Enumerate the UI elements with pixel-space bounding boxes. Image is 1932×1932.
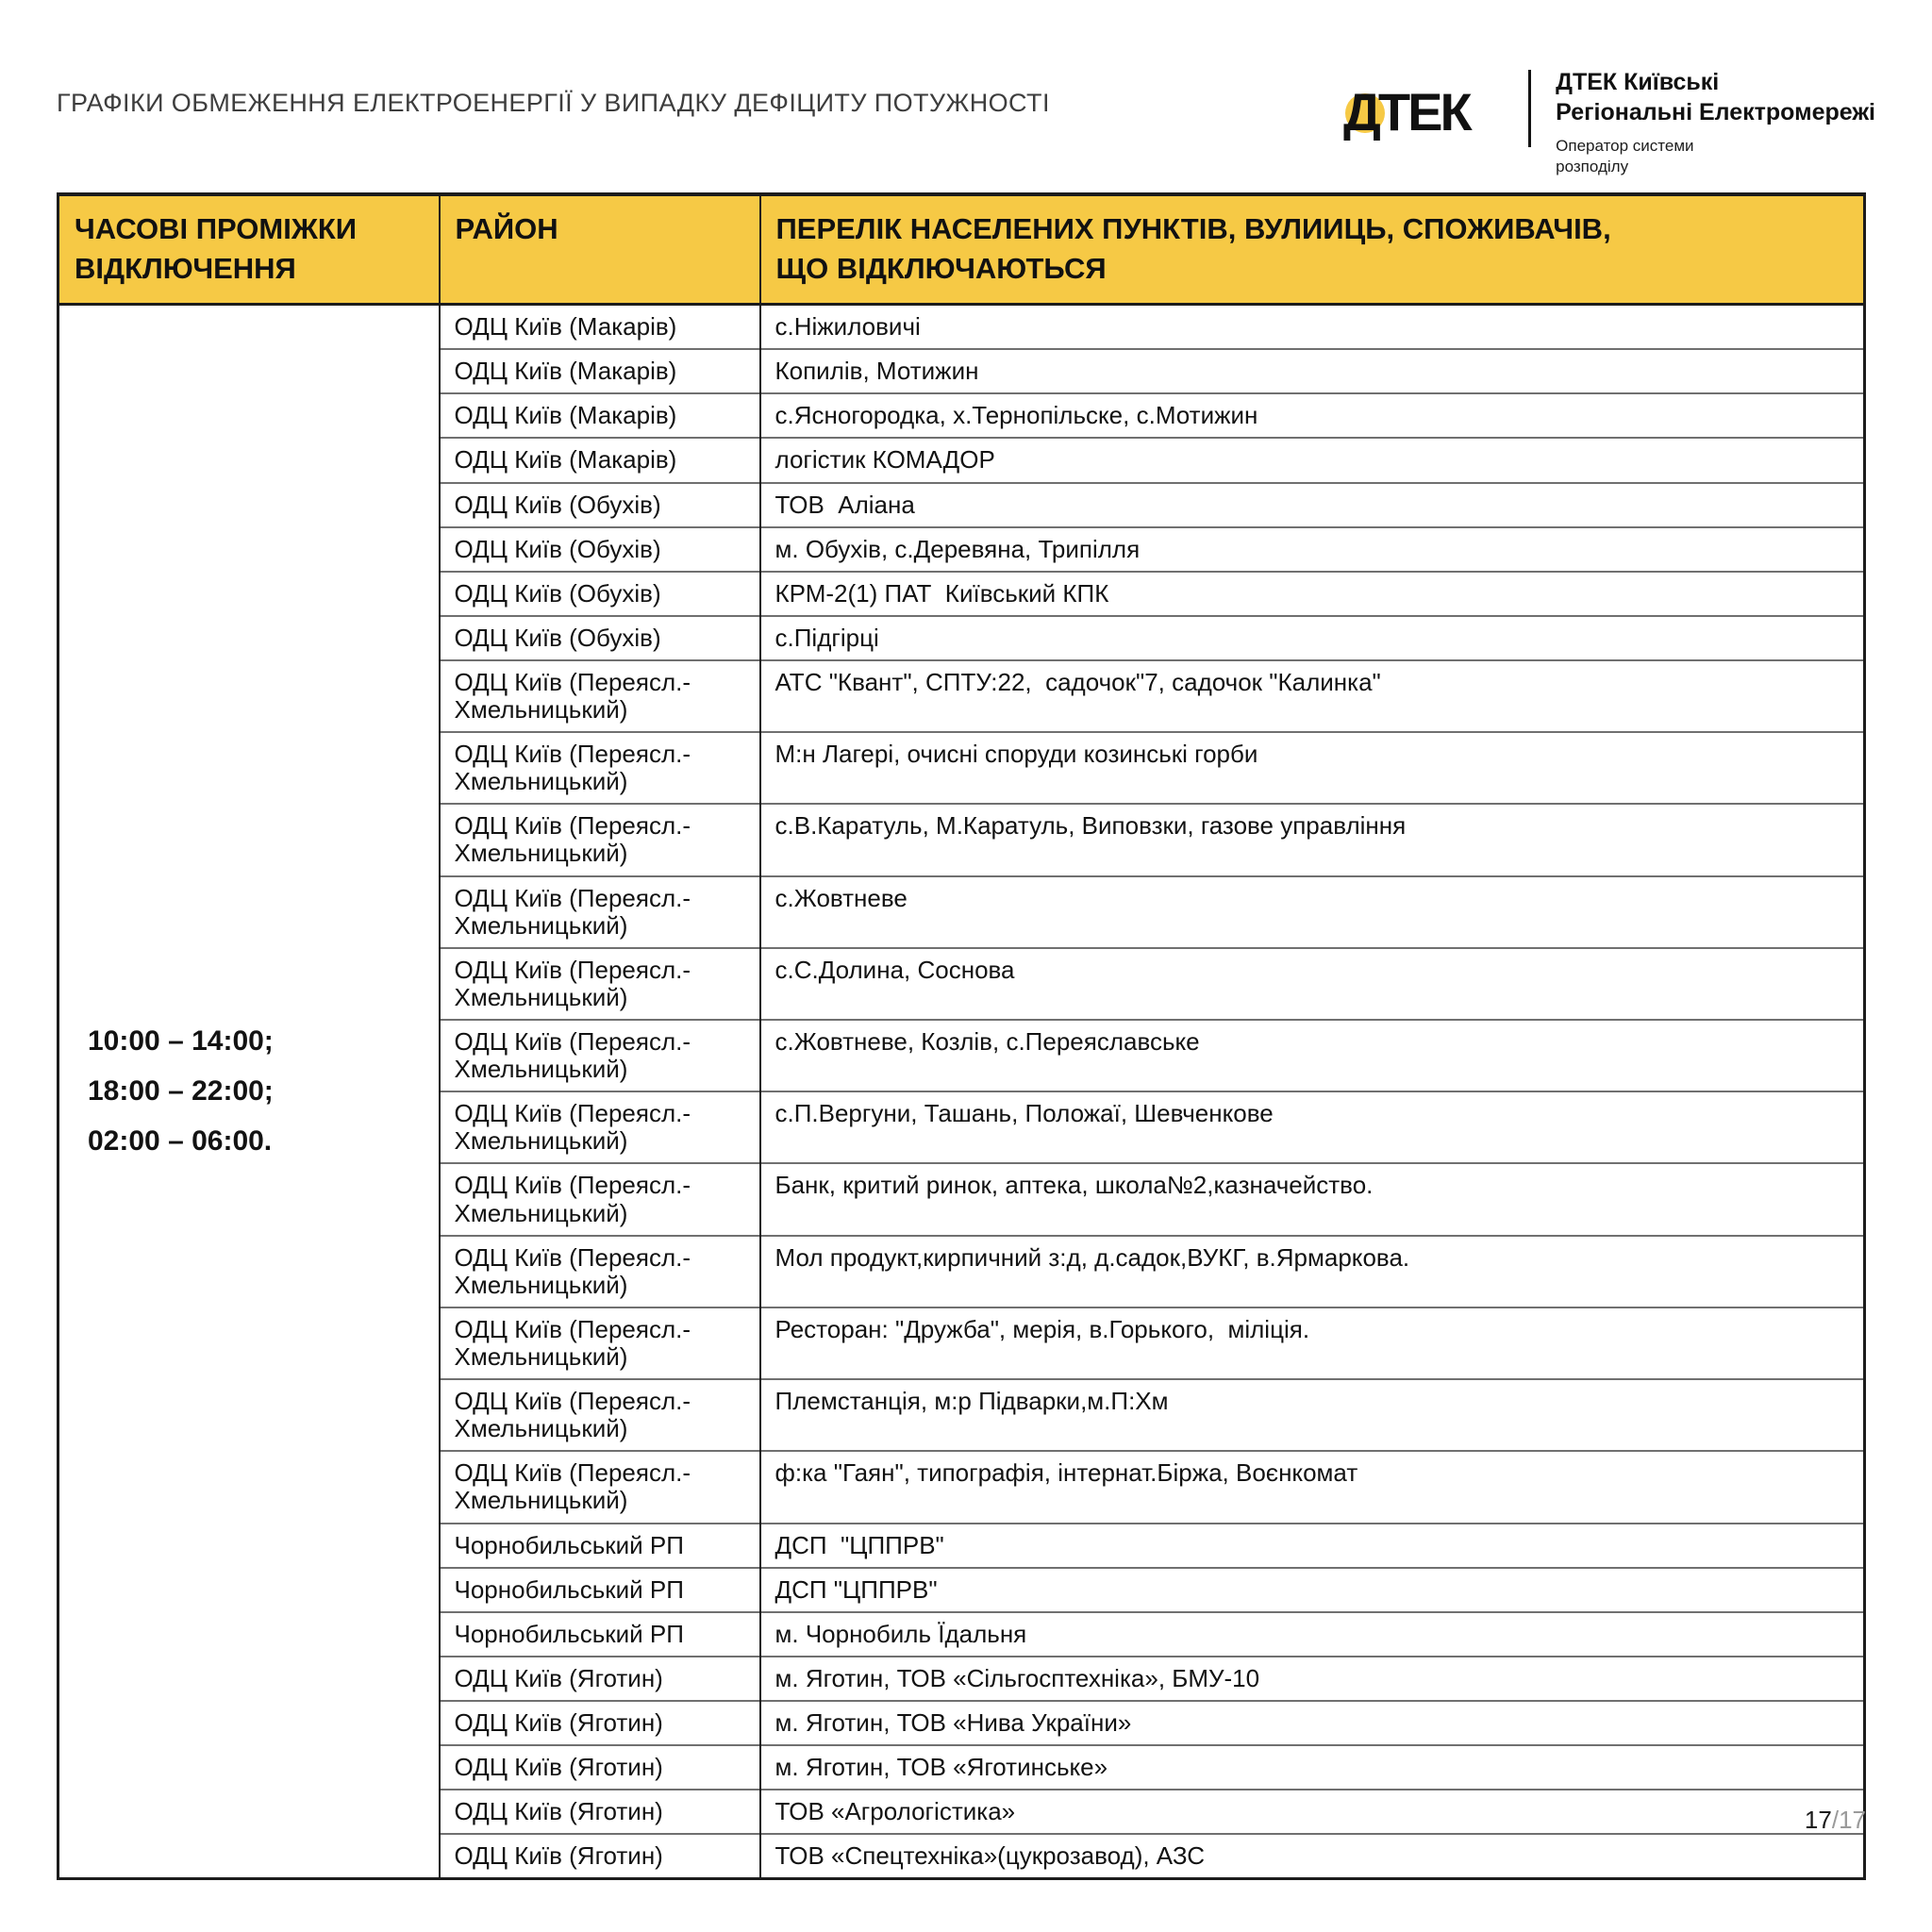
consumers-cell: м. Обухів, с.Деревяна, Трипілля [760, 527, 1865, 572]
outage-schedule-table [57, 192, 1866, 1880]
district-cell: ОДЦ Київ (Переясл.-Хмельницький) [440, 1163, 760, 1235]
district-cell: ОДЦ Київ (Переясл.-Хмельницький) [440, 948, 760, 1020]
consumers-cell: Копилів, Мотижин [760, 349, 1865, 393]
district-cell: ОДЦ Київ (Яготин) [440, 1834, 760, 1879]
district-cell: ОДЦ Київ (Переясл.-Хмельницький) [440, 1307, 760, 1379]
page-header [57, 0, 1875, 179]
district-cell: ОДЦ Київ (Яготин) [440, 1701, 760, 1745]
district-cell: ОДЦ Київ (Переясл.-Хмельницький) [440, 876, 760, 948]
consumers-cell: м. Яготин, ТОВ «Яготинське» [760, 1745, 1865, 1790]
consumers-cell: Мол продукт,кирпичний з:д, д.садок,ВУКГ, в.Ярмаркова. [760, 1236, 1865, 1307]
district-cell: ОДЦ Київ (Переясл.-Хмельницький) [440, 660, 760, 732]
consumers-cell: КРМ-2(1) ПАТ Київський КПК [760, 572, 1865, 616]
page-number-total: /17 [1831, 1806, 1866, 1835]
consumers-cell: м. Чорнобиль Їдальня [760, 1612, 1865, 1657]
consumers-cell: с.Підгірці [760, 616, 1865, 660]
consumers-cell: ТОВ «Спецтехніка»(цукрозавод), АЗС [760, 1834, 1865, 1879]
district-cell: ОДЦ Київ (Обухів) [440, 527, 760, 572]
consumers-cell: с.Жовтневе [760, 876, 1865, 948]
consumers-cell: м. Яготин, ТОВ «Сільгосптехніка», БМУ-10 [760, 1657, 1865, 1701]
district-cell: Чорнобильський РП [440, 1612, 760, 1657]
page-number-current: 17 [1804, 1806, 1832, 1835]
page-title: ГРАФІКИ ОБМЕЖЕННЯ ЕЛЕКТРОЕНЕРГІЇ У ВИПАДКУ ДЕФІЦИТУ ПОТУЖНОСТІ [57, 89, 1050, 117]
dtek-logo [1343, 68, 1875, 177]
table-header-row [58, 194, 1865, 305]
consumers-cell: ДСП "ЦППРВ" [760, 1524, 1865, 1568]
consumers-cell: с.В.Каратуль, М.Каратуль, Виповзки, газове управління [760, 804, 1865, 875]
consumers-cell: м. Яготин, ТОВ «Нива України» [760, 1701, 1865, 1745]
column-header-3: ПЕРЕЛІК НАСЕЛЕНИХ ПУНКТІВ, ВУЛИИЦЬ, СПОЖИВАЧІВ, ЩО ВІДКЛЮЧАЮТЬСЯ [760, 194, 1865, 305]
district-cell: ОДЦ Київ (Обухів) [440, 572, 760, 616]
column-header-1: ЧАСОВІ ПРОМІЖКИ ВІДКЛЮЧЕННЯ [58, 194, 440, 305]
logo-subtitle: Оператор системи розподілу [1556, 137, 1694, 176]
consumers-cell: с.Ясногородка, х.Тернопільске, с.Мотижин [760, 393, 1865, 438]
district-cell: ОДЦ Київ (Яготин) [440, 1657, 760, 1701]
table-row [58, 305, 1865, 350]
dtek-wordmark-icon [1343, 68, 1506, 154]
district-cell: ОДЦ Київ (Переясл.-Хмельницький) [440, 804, 760, 875]
svg-text:ДТЕК: ДТЕК [1343, 82, 1470, 142]
page-number [1805, 1806, 1866, 1835]
district-cell: ОДЦ Київ (Переясл.-Хмельницький) [440, 1451, 760, 1523]
column-header-2: РАЙОН [440, 194, 760, 305]
consumers-cell: ф:ка "Гаян", типографія, інтернат.Біржа, Воєнкомат [760, 1451, 1865, 1523]
consumers-cell: ДСП "ЦППРВ" [760, 1568, 1865, 1612]
district-cell: ОДЦ Київ (Переясл.-Хмельницький) [440, 1020, 760, 1091]
consumers-cell: с.Жовтневе, Козлів, с.Переяславське [760, 1020, 1865, 1091]
consumers-cell: с.С.Долина, Соснова [760, 948, 1865, 1020]
district-cell: ОДЦ Київ (Макарів) [440, 438, 760, 482]
consumers-cell: Банк, критий ринок, аптека, школа№2,казначейство. [760, 1163, 1865, 1235]
logo-divider [1528, 70, 1531, 147]
district-cell: ОДЦ Київ (Обухів) [440, 483, 760, 527]
district-cell: ОДЦ Київ (Переясл.-Хмельницький) [440, 1236, 760, 1307]
logo-company-name: ДТЕК Київські Регіональні Електромережі [1556, 69, 1875, 125]
consumers-cell: логістик КОМАДОР [760, 438, 1865, 482]
district-cell: ОДЦ Київ (Яготин) [440, 1790, 760, 1834]
district-cell: ОДЦ Київ (Макарів) [440, 393, 760, 438]
consumers-cell: АТС "Квант", СПТУ:22, садочок"7, садочок "Калинка" [760, 660, 1865, 732]
consumers-cell: Племстанція, м:р Підварки,м.П:Хм [760, 1379, 1865, 1451]
district-cell: ОДЦ Київ (Яготин) [440, 1745, 760, 1790]
consumers-cell: с.П.Вергуни, Ташань, Положаї, Шевченкове [760, 1091, 1865, 1163]
time-slots-cell: 10:00 – 14:00; 18:00 – 22:00; 02:00 – 06:00. [58, 305, 440, 1879]
district-cell: ОДЦ Київ (Обухів) [440, 616, 760, 660]
district-cell: ОДЦ Київ (Переясл.-Хмельницький) [440, 1379, 760, 1451]
logo-text [1556, 68, 1875, 177]
district-cell: ОДЦ Київ (Макарів) [440, 305, 760, 350]
consumers-cell: с.Ніжиловичі [760, 305, 1865, 350]
consumers-cell: ТОВ «Агрологістика» [760, 1790, 1865, 1834]
district-cell: Чорнобильський РП [440, 1568, 760, 1612]
district-cell: ОДЦ Київ (Макарів) [440, 349, 760, 393]
district-cell: ОДЦ Київ (Переясл.-Хмельницький) [440, 732, 760, 804]
consumers-cell: ТОВ Аліана [760, 483, 1865, 527]
consumers-cell: Ресторан: "Дружба", мерія, в.Горького, міліція. [760, 1307, 1865, 1379]
consumers-cell: М:н Лагері, очисні споруди козинські горби [760, 732, 1865, 804]
district-cell: Чорнобильський РП [440, 1524, 760, 1568]
district-cell: ОДЦ Київ (Переясл.-Хмельницький) [440, 1091, 760, 1163]
